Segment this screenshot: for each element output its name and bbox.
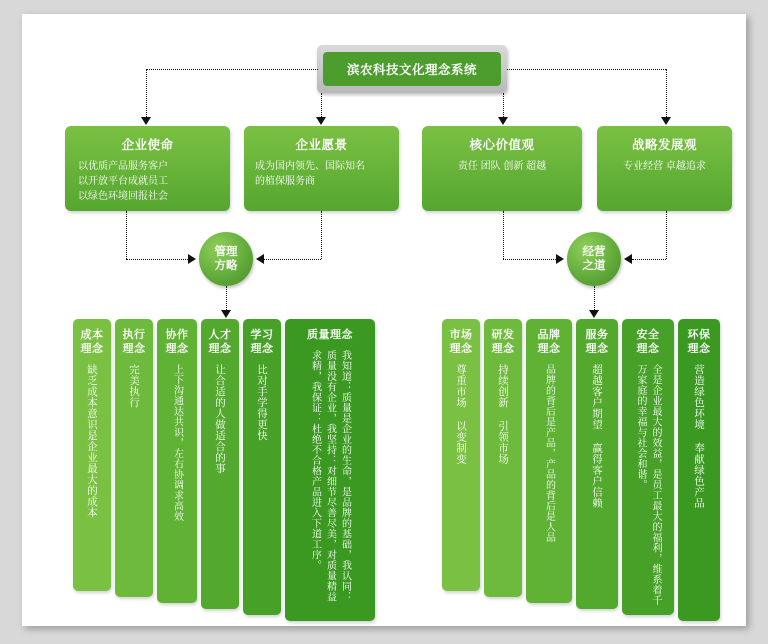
column-safety-head: 安全 理念 <box>636 329 660 355</box>
column-quality[interactable] <box>285 319 375 621</box>
column-execution-body: 完美执行 <box>128 364 140 408</box>
hub-management-line-1: 管理 <box>214 246 238 258</box>
column-market[interactable] <box>442 319 480 591</box>
diagram-canvas <box>22 14 746 626</box>
box-vision-line-2: 的植保服务商 <box>255 176 315 187</box>
arrow-to-left-group <box>221 310 231 318</box>
column-safety[interactable] <box>622 319 674 615</box>
box-vision-body <box>252 159 391 189</box>
column-brand-head: 品牌 理念 <box>537 329 561 355</box>
arrow-to-hub-right-2 <box>624 254 632 264</box>
box-mission-title: 企业使命 <box>121 138 174 152</box>
column-brand[interactable] <box>526 319 572 603</box>
box-mission[interactable] <box>65 126 230 211</box>
arrow-to-hub-left <box>188 254 196 264</box>
column-talent-body: 让合适的人做适合的事 <box>214 364 226 474</box>
column-execution-head: 执行 理念 <box>122 329 146 355</box>
column-talent-head: 人才 理念 <box>208 329 232 355</box>
connector-root-bus-right <box>507 69 666 70</box>
arrow-to-values <box>498 117 508 125</box>
hub-operation-line-2: 之道 <box>582 260 606 272</box>
box-vision-title: 企业愿景 <box>295 138 348 152</box>
box-vision[interactable] <box>244 126 399 211</box>
column-learning[interactable] <box>243 319 281 615</box>
connector-vision-down <box>321 211 322 259</box>
column-brand-body: 品牌的背后是产品，产品的背后是人品 <box>543 364 555 543</box>
box-strategy-body: 专业经营 卓越追求 <box>623 161 706 172</box>
column-cooperation[interactable] <box>157 319 197 603</box>
connector-mission-to-hub <box>126 259 188 260</box>
column-cost-head: 成本 理念 <box>80 329 104 355</box>
connector-root-to-mission <box>146 69 147 117</box>
column-quality-head: 质量理念 <box>307 329 353 341</box>
hub-operation-line-1: 经营 <box>582 246 606 258</box>
connector-values-down <box>503 211 504 259</box>
arrow-to-mission <box>141 117 151 125</box>
arrow-to-hub-right <box>556 254 564 264</box>
connector-strategy-down <box>666 211 667 259</box>
column-execution[interactable] <box>115 319 153 597</box>
box-strategy[interactable] <box>597 126 732 211</box>
column-cooperation-body: 上下沟通达共识，左右协调求高效 <box>171 364 183 522</box>
column-service-body: 超越客户期望 赢得客户信赖 <box>591 364 603 509</box>
column-service[interactable] <box>576 319 618 609</box>
box-vision-line-1: 成为国内领先、国际知名 <box>255 161 365 172</box>
box-core-values-body: 责任 团队 创新 超越 <box>457 161 547 172</box>
connector-mission-down <box>126 211 127 259</box>
column-safety-body: 全是企业最大的效益，是员工最大的福利，维系着千万家庭的幸福与社会和谐。 <box>635 364 661 606</box>
connector-root-to-values <box>503 93 504 117</box>
column-learning-head: 学习 理念 <box>250 329 274 355</box>
column-environment-body: 营造绿色环境 奉献绿色产品 <box>693 364 705 509</box>
hub-management[interactable] <box>199 232 253 286</box>
connector-vision-to-hub <box>264 259 321 260</box>
box-mission-body <box>73 159 222 204</box>
connector-root-to-vision <box>321 93 322 117</box>
column-rd[interactable] <box>484 319 522 597</box>
column-quality-body: 我知道：质量是企业的生命，是品牌的基础，我认同：质量没有企业，我坚持：对细节尽善尽美，对质量精益求精，我保证：杜绝不合格产品进入下道工序。 <box>309 350 351 602</box>
box-core-values[interactable] <box>422 126 582 211</box>
arrow-to-strategy <box>661 117 671 125</box>
arrow-to-right-group <box>589 310 599 318</box>
connector-hub-right-down <box>594 286 595 310</box>
column-cost-body: 缺乏成本意识是企业最大的成本 <box>86 364 98 518</box>
connector-root-to-strategy <box>666 69 667 117</box>
column-cost[interactable] <box>73 319 111 591</box>
column-service-head: 服务 理念 <box>585 329 609 355</box>
box-mission-line-1: 以优质产品服务客户 <box>78 161 168 172</box>
hub-management-line-2: 方略 <box>214 260 238 272</box>
box-mission-line-3: 以绿色环境回报社会 <box>78 191 168 202</box>
column-environment[interactable] <box>678 319 720 621</box>
connector-hub-left-down <box>226 286 227 310</box>
column-talent[interactable] <box>201 319 239 609</box>
column-market-body: 尊重市场 以变制变 <box>455 364 467 465</box>
connector-values-to-hub <box>503 259 556 260</box>
arrow-to-hub-left-2 <box>256 254 264 264</box>
box-strategy-title: 战略发展观 <box>631 138 697 152</box>
column-rd-body: 持续创新 引领市场 <box>497 364 509 465</box>
root-title-frame <box>317 45 507 93</box>
box-mission-line-2: 以开放平台成就员工 <box>78 176 168 187</box>
box-core-values-title: 核心价值观 <box>469 138 535 152</box>
column-environment-head: 环保 理念 <box>687 329 711 355</box>
column-cooperation-head: 协作 理念 <box>165 329 189 355</box>
connector-root-bus <box>146 69 318 70</box>
column-rd-head: 研发 理念 <box>491 329 515 355</box>
arrow-to-vision <box>316 117 326 125</box>
column-market-head: 市场 理念 <box>449 329 473 355</box>
column-learning-body: 比对手学得更快 <box>256 364 268 441</box>
connector-strategy-to-hub <box>632 259 666 260</box>
hub-operation[interactable] <box>567 232 621 286</box>
root-title: 滨农科技文化理念系统 <box>323 52 501 86</box>
